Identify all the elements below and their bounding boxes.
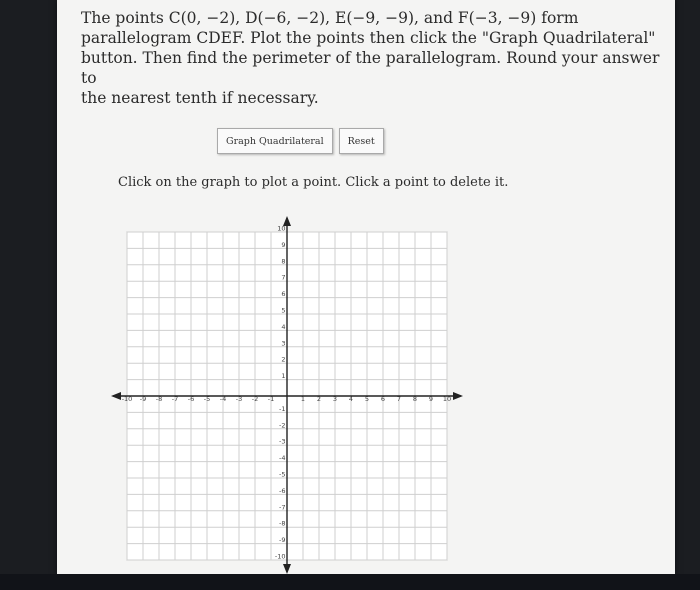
y-tick-label: 5: [281, 306, 286, 315]
y-tick-label: -7: [279, 503, 286, 512]
y-tick-label: -8: [279, 519, 286, 528]
instructions-text: Click on the graph to plot a point. Click a point to delete it.: [118, 175, 509, 190]
y-axis-arrow-down: [283, 564, 291, 574]
x-tick-label: 3: [332, 395, 338, 403]
problem-line-1: The points C(0, −2), D(−6, −2), E(−9, −9), and F(−3, −9) form: [81, 9, 579, 27]
y-tick-label: 1: [281, 372, 286, 381]
graph-quadrilateral-button[interactable]: Graph Quadrilateral: [217, 128, 333, 154]
y-tick-label: -9: [279, 536, 286, 545]
x-tick-label: -5: [203, 395, 211, 403]
x-tick-label: 9: [428, 395, 434, 403]
problem-line-4: the nearest tenth if necessary.: [81, 89, 319, 107]
reset-button[interactable]: Reset: [339, 128, 384, 154]
y-tick-label: -3: [279, 437, 286, 446]
y-tick-label: -10: [274, 552, 286, 561]
x-tick-label: -3: [235, 395, 243, 403]
window-bottom-bar: [0, 574, 700, 590]
y-tick-label: 6: [281, 290, 286, 299]
x-tick-label: 5: [364, 395, 370, 403]
y-tick-label: 9: [281, 240, 286, 249]
y-tick-label: -2: [279, 421, 286, 430]
y-tick-label: 8: [281, 257, 286, 266]
problem-panel: [57, 0, 675, 574]
y-tick-label: 10: [277, 224, 286, 233]
x-tick-label: -4: [219, 395, 227, 403]
y-tick-label: 2: [281, 355, 286, 364]
problem-line-3: button. Then find the perimeter of the parallelogram. Round your answer to: [81, 49, 660, 87]
x-tick-label: 8: [412, 395, 418, 403]
y-tick-label: -1: [279, 404, 286, 413]
x-axis-arrow-left: [111, 392, 121, 400]
x-tick-label: -1: [267, 395, 275, 403]
problem-line-2: parallelogram CDEF. Plot the points then click the "Graph Quadrilateral": [81, 29, 656, 47]
x-tick-label: -9: [139, 395, 147, 403]
y-tick-label: 3: [281, 339, 286, 348]
x-tick-label: -7: [171, 395, 179, 403]
x-tick-label: 6: [380, 395, 386, 403]
x-tick-label: 1: [300, 395, 306, 403]
y-tick-label: -4: [279, 454, 286, 463]
y-tick-label: 4: [281, 322, 286, 331]
y-tick-label: -5: [279, 470, 286, 479]
x-tick-label: 2: [316, 395, 322, 403]
x-tick-label: 4: [348, 395, 354, 403]
x-tick-label: -6: [187, 395, 195, 403]
x-axis-arrow-right: [453, 392, 463, 400]
y-tick-label: 7: [281, 273, 286, 282]
x-tick-label: 7: [396, 395, 402, 403]
x-tick-label: 10: [442, 395, 452, 403]
x-tick-label: -10: [121, 395, 133, 403]
coordinate-plane[interactable]: [57, 0, 675, 574]
y-tick-label: -6: [279, 486, 286, 495]
x-tick-label: -2: [251, 395, 259, 403]
x-tick-label: -8: [155, 395, 163, 403]
